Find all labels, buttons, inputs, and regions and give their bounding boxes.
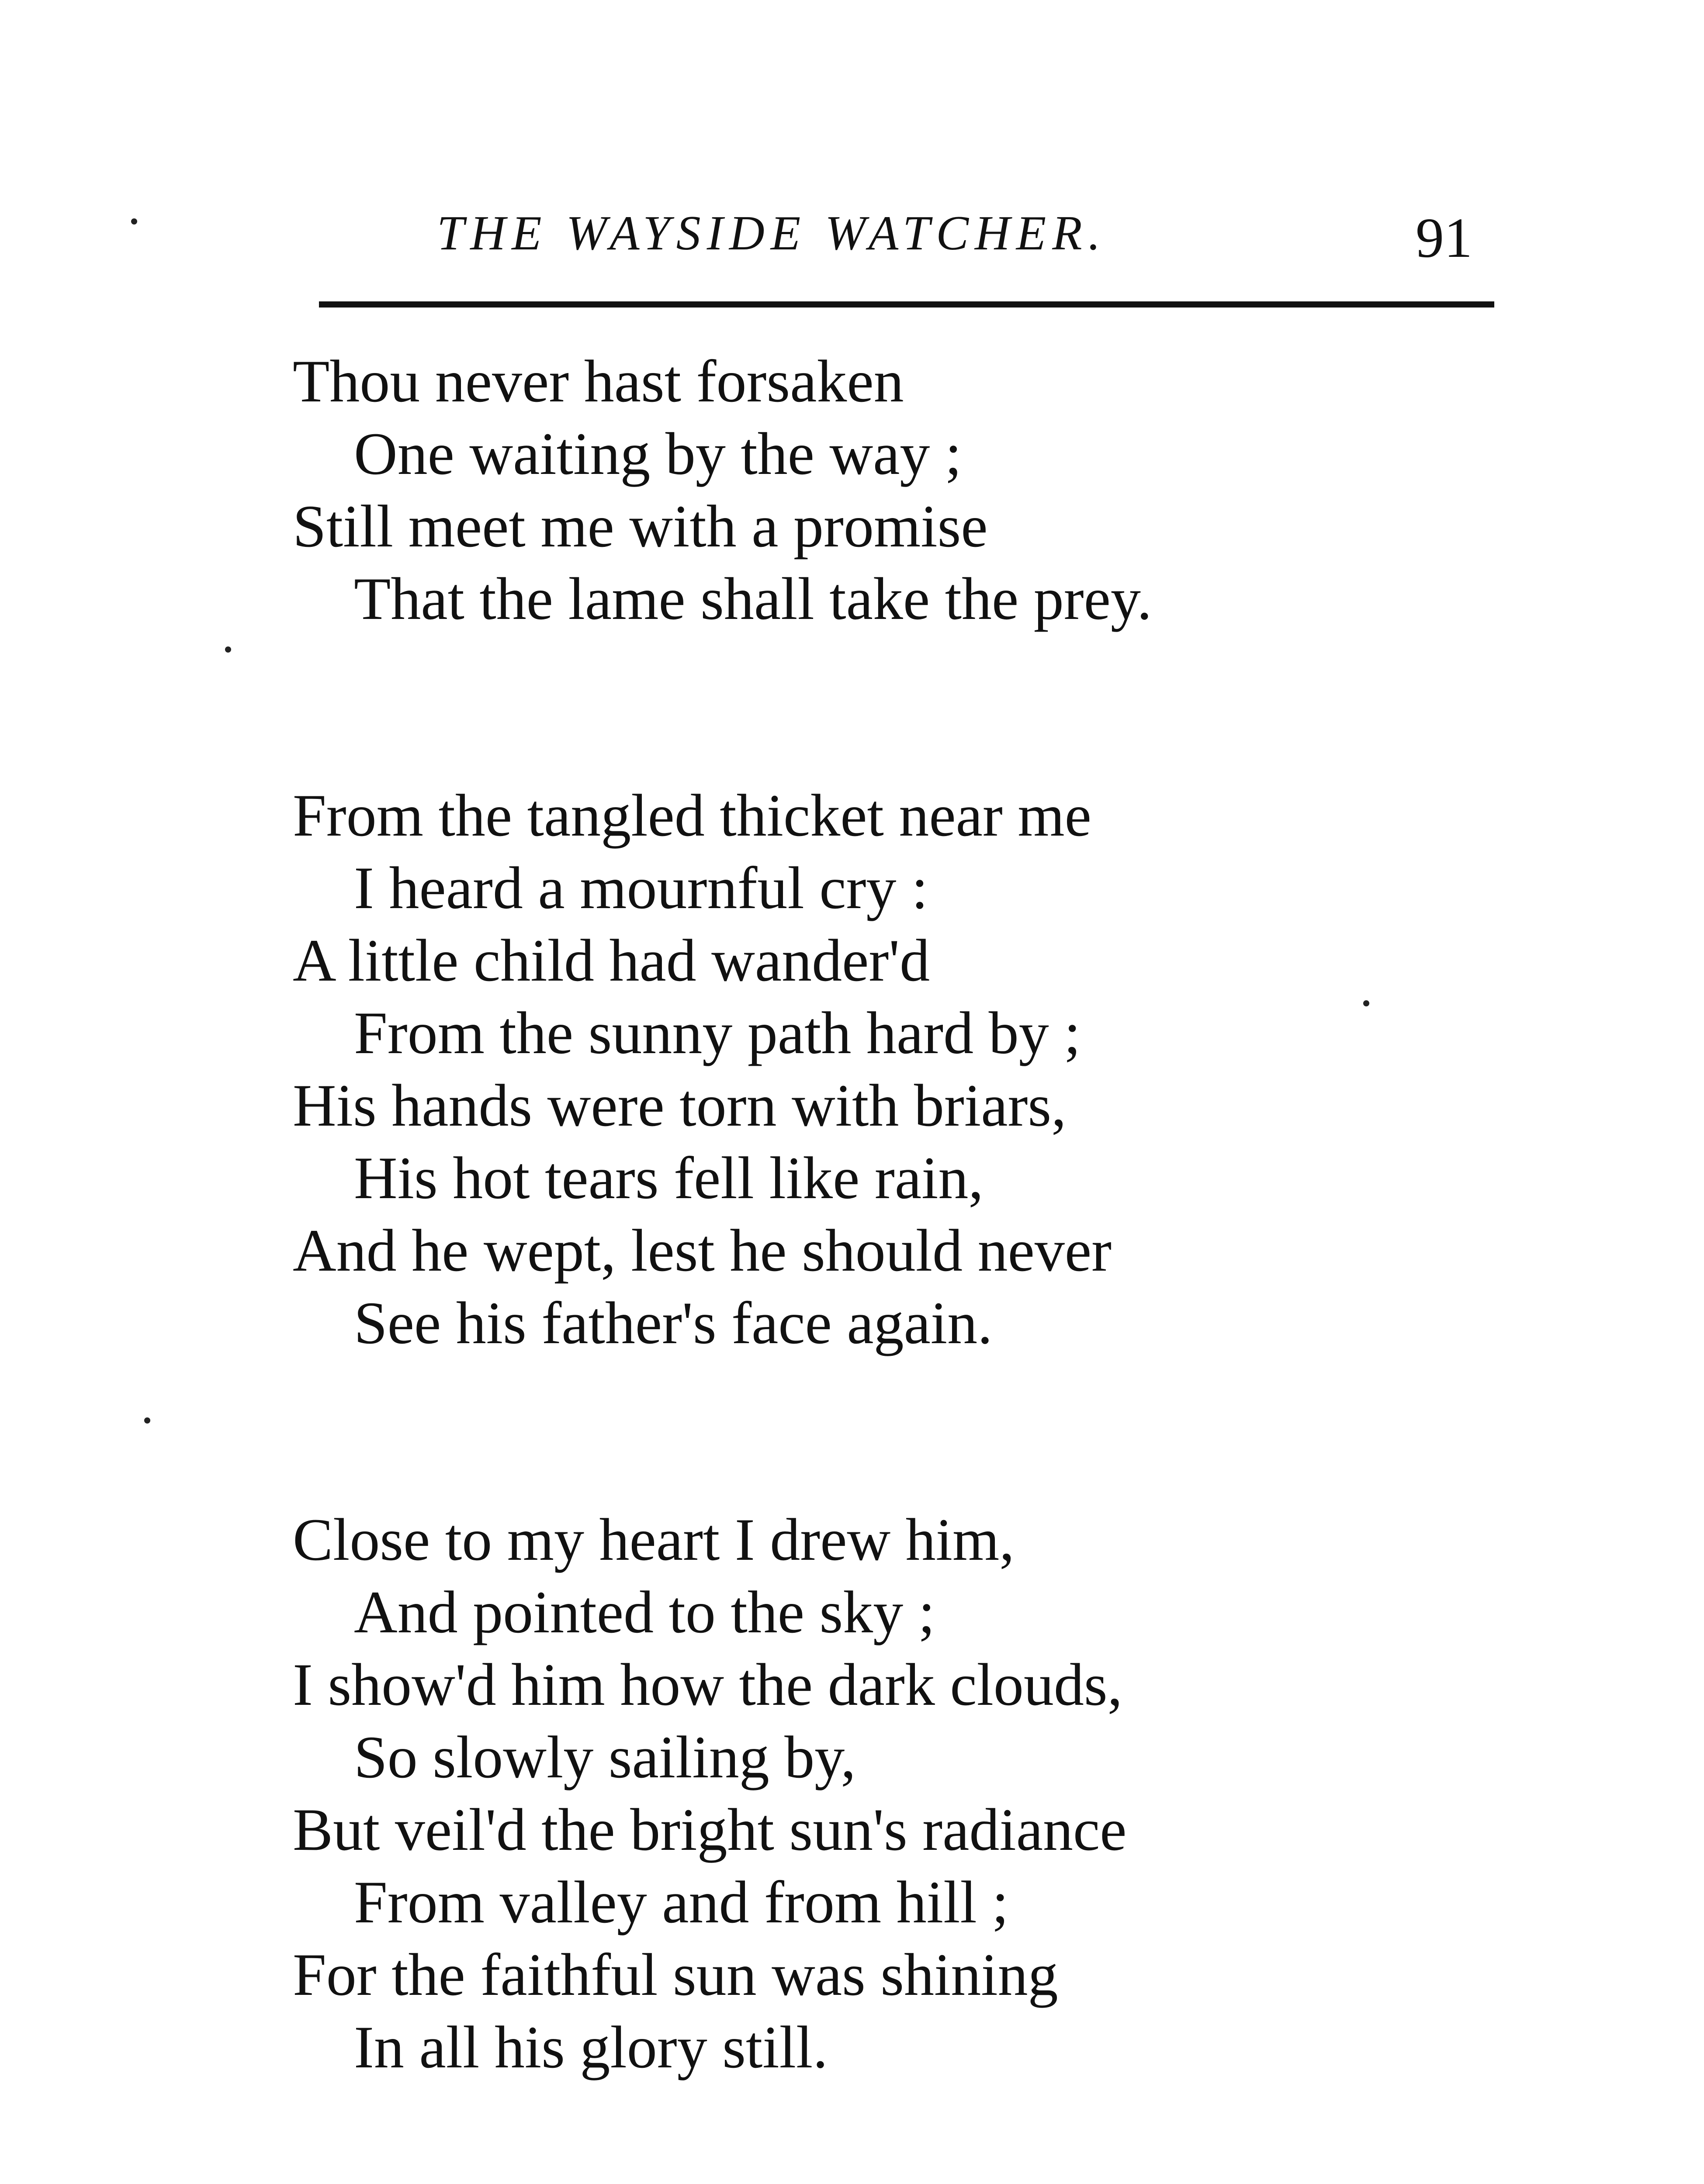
header-rule	[319, 301, 1494, 308]
poem-line: For the faithful sun was shining	[293, 1941, 1058, 2008]
scan-speck	[144, 1417, 150, 1424]
poem-line: His hands were torn with briars,	[293, 1072, 1067, 1139]
poem-line: And he wept, lest he should never	[293, 1217, 1112, 1284]
poem-line: But veil'd the bright sun's radiance	[293, 1796, 1127, 1863]
stanza-3	[293, 1503, 1604, 2084]
poem-line: Still meet me with a promise	[293, 493, 988, 560]
page-number: 91	[1416, 207, 1472, 270]
poem-line: So slowly sailing by,	[354, 1724, 856, 1790]
poem-line: From the tangled thicket near me	[293, 782, 1091, 849]
scan-speck	[131, 218, 137, 225]
stanza-2	[293, 779, 1604, 1359]
poem-line: His hot tears fell like rain,	[354, 1144, 984, 1211]
running-title: THE WAYSIDE WATCHER.	[437, 206, 1107, 260]
poem-line: From the sunny path hard by ;	[354, 999, 1081, 1066]
poem-line: That the lame shall take the prey.	[354, 565, 1152, 632]
poem-line: Thou never hast forsaken	[293, 348, 904, 415]
poem-line: One waiting by the way ;	[354, 420, 962, 487]
poem-line: In all his glory still.	[354, 2014, 828, 2080]
poem-body	[293, 345, 1604, 2184]
poem-line: I heard a mournful cry :	[354, 854, 928, 921]
poem-line: Close to my heart I drew him,	[293, 1506, 1015, 1573]
poem-line: And pointed to the sky ;	[354, 1579, 935, 1645]
scan-speck	[225, 646, 231, 653]
poem-line: I show'd him how the dark clouds,	[293, 1651, 1123, 1718]
poem-line: See his father's face again.	[354, 1289, 993, 1356]
stanza-1	[293, 345, 1604, 635]
scan-speck	[1363, 1000, 1369, 1006]
poem-line: A little child had wander'd	[293, 927, 930, 994]
poem-line: From valley and from hill ;	[354, 1869, 1009, 1935]
